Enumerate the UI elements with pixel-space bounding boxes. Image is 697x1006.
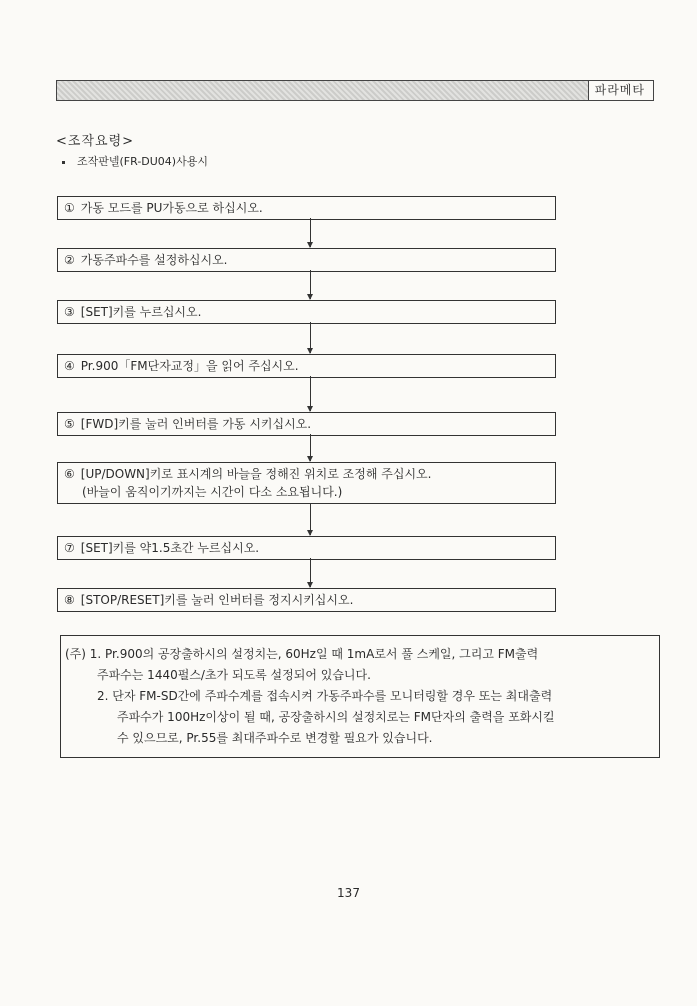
step-number: ⑧ (64, 593, 75, 607)
step-box (57, 412, 556, 436)
note-box (60, 635, 660, 758)
step-text: [SET]키를 약1.5초간 누르십시오. (80, 541, 260, 555)
flow-arrow-icon (310, 504, 311, 535)
flow-arrow-icon (310, 376, 311, 411)
step-text: [UP/DOWN]키로 표시계의 바늘을 정해진 위치로 조정해 주십시오. (80, 467, 432, 481)
step-box (57, 354, 556, 378)
step-number: ⑤ (64, 417, 75, 431)
step-text: [FWD]키를 눌러 인버터를 가동 시키십시오. (80, 417, 312, 431)
bullet-text: 조작판넬(FR-DU04)사용시 (77, 155, 208, 168)
step-number: ③ (64, 305, 75, 319)
step-subtext: (바늘이 움직이기까지는 시간이 다소 소요됩니다.) (82, 485, 343, 499)
note-line: 2. 단자 FM-SD간에 주파수계를 접속시켜 가동주파수를 모니터링할 경우 또는 최대출력 (97, 689, 553, 703)
step-number: ② (64, 253, 75, 267)
header-label: 파라메타 (588, 81, 653, 100)
note-line: (주) 1. Pr.900의 공장출하시의 설정치는, 60Hz일 때 1mA로서 풀 스케일, 그리고 FM출력 (65, 647, 539, 661)
note-line: 수 있으므로, Pr.55를 최대주파수로 변경할 필요가 있습니다. (117, 731, 433, 745)
step-text: [STOP/RESET]키를 눌러 인버터를 정지시키십시오. (80, 593, 354, 607)
step-box (57, 536, 556, 560)
bullet-item (62, 153, 208, 169)
note-line: 주파수는 1440펄스/초가 되도록 설정되어 있습니다. (97, 668, 371, 682)
step-number: ⑦ (64, 541, 75, 555)
header-bar (56, 80, 654, 101)
step-number: ⑥ (64, 467, 75, 481)
step-box (57, 196, 556, 220)
step-box (57, 248, 556, 272)
step-text: [SET]키를 누르십시오. (80, 305, 202, 319)
page-number: 137 (337, 886, 360, 900)
step-box (57, 462, 556, 504)
flow-arrow-icon (310, 218, 311, 247)
flow-arrow-icon (310, 322, 311, 353)
step-text: 가동주파수를 설정하십시오. (80, 253, 228, 267)
flow-arrow-icon (310, 270, 311, 299)
step-number: ④ (64, 359, 75, 373)
note-line: 주파수가 100Hz이상이 될 때, 공장출하시의 설정치로는 FM단자의 출력을 포화시킬 (117, 710, 555, 724)
step-box (57, 300, 556, 324)
bullet-dot-icon (62, 161, 65, 164)
step-text: Pr.900「FM단자교정」을 읽어 주십시오. (80, 359, 299, 373)
step-number: ① (64, 201, 75, 215)
step-text: 가동 모드를 PU가동으로 하십시오. (80, 201, 263, 215)
flow-arrow-icon (310, 558, 311, 587)
flow-arrow-icon (310, 434, 311, 461)
step-box (57, 588, 556, 612)
section-title: <조작요령> (56, 134, 135, 149)
